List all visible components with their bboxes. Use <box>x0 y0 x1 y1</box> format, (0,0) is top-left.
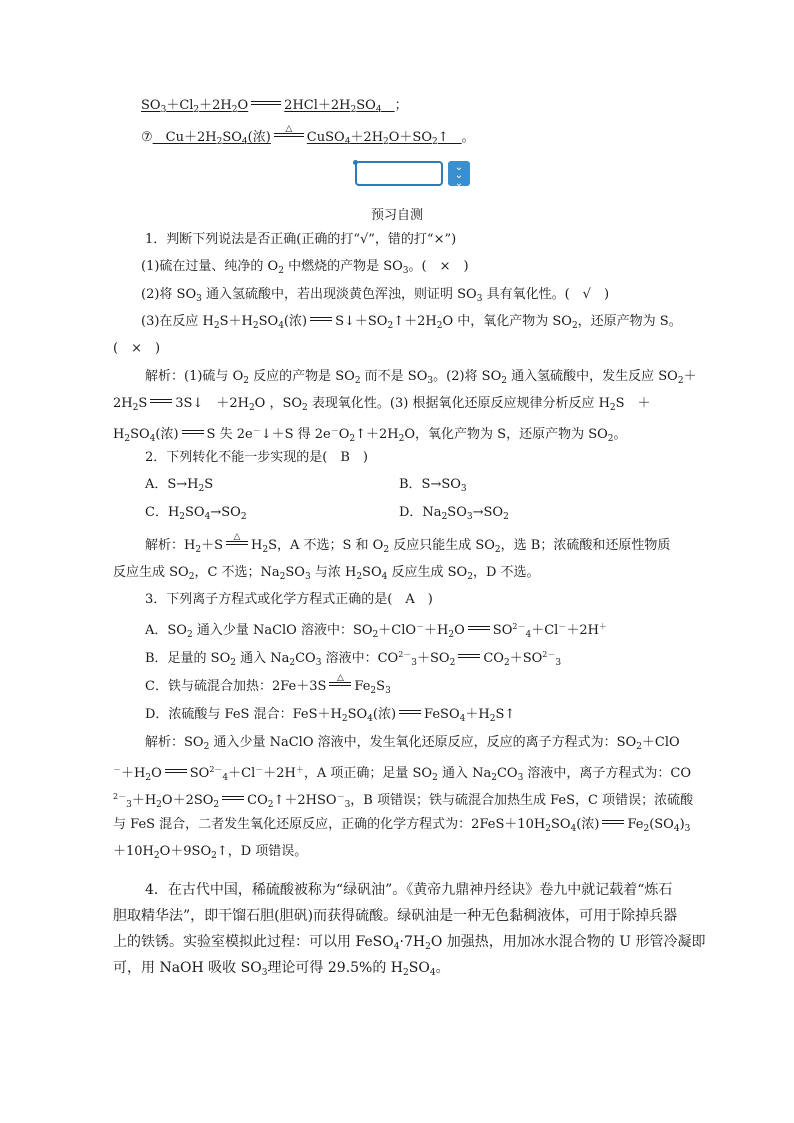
q1-analysis-line-1: 解析：(1)硫与 $O_2$ 反应的产物是 $SO_2$ 而不是 $SO_3$。(2)将 $SO_2$ 通入氢硫酸中，发生反应 $SO_2+$ <box>145 369 697 386</box>
q3-option-b: B．足量的 $SO_2$ 通入 $Na_2CO_3$ 溶液中：$CO^{2-}_3+SO_2$ $CO_2+SO^{2-}_3$ <box>145 650 562 668</box>
q1-item-1: (1)硫在过量、纯净的 $O_2$ 中燃烧的产物是 $SO_3$。( × ) <box>141 259 469 276</box>
q4-line-3: 上的铁锈。实验室模拟此过程：可以用 $FeSO_4\cdot 7H_2O$ 加强热，用加冰水混合物的 U 形管冷凝即 <box>113 934 706 952</box>
q3-stem: 3．下列离子方程式或化学方程式正确的是( A ) <box>145 592 433 607</box>
section-banner <box>355 161 443 186</box>
q4-line-4: 可，用 NaOH 吸收 $SO_3$理论可得 29.5%的 $H_2SO_4$。 <box>113 960 450 978</box>
q1-analysis-line-3: $H_2SO_4$(浓) S 失 2e－↓＋S 得 $2e^-O_2↑+2H_2O$，氧化产物为 S，还原产物为 $SO_2$。 <box>113 426 627 444</box>
q3-option-d: D．浓硫酸与 FeS 混合：$FeS+H_2SO_4$(浓) $FeSO_4+H_2S↑$ <box>145 707 516 724</box>
q3-analysis-line-3: $^{2-}_3+H_2O+2SO_2$ $CO_2↑+2HSO^-_3$，B 项错误；铁与硫混合加热生成 FeS，C 项错误；浓硫酸 <box>113 792 694 810</box>
q1-stem: 1．判断下列说法是否正确(正确的打“√”，错的打“×”) <box>145 232 457 247</box>
q3-analysis-line-2: $^-+H_2O$ $SO^{2-}_4+Cl^-+2H^+$，A 项正确；足量 $SO_2$ 通入 $Na_2CO_3$ 溶液中，离子方程式为：CO <box>113 765 692 783</box>
section-title: 预习自测 <box>370 208 423 223</box>
q3-option-a: A．$SO_2$ 通入少量 NaClO 溶液中：$SO_2+ClO^-+H_2O$ $SO^{2-}_4+Cl^-+2H^+$ <box>145 622 607 640</box>
q3-analysis-line-4: 与 FeS 混合，二者发生氧化还原反应，正确的化学方程式为：$2FeS+10H_2SO_4$(浓) $Fe_2(SO_4)_3$ <box>113 817 691 834</box>
q2-option-c: C．$H_2SO_4\to SO_2$ <box>145 505 247 522</box>
q4-line-1: 4．在古代中国，稀硫酸被称为“绿矾油”。《黄帝九鼎神丹经诀》卷九中就记载着“炼石 <box>145 882 673 898</box>
q1-item-3: (3)在反应 $H_2S+H_2SO_4$(浓) $S↓+SO_2↑+2H_2O$ 中，氧化产物为 $SO_2$，还原产物为 S。 <box>141 314 682 331</box>
q2-option-d: D．$Na_2SO_3\to SO_2$ <box>399 505 509 522</box>
q2-analysis-line-2: 反应生成 $SO_2$，C 不选；$Na_2SO_3$ 与浓 $H_2SO_4$ 反应生成 $SO_2$，D 不选。 <box>113 565 540 582</box>
double-chevron-down-icon: ⌄ ⌄ ⌄ <box>448 161 470 186</box>
q1-item-3-answer: ( × ) <box>113 341 161 356</box>
reaction-line-6: $SO_3+Cl_2+2H_2O$ $2HCl+2H_2SO_4$ ； <box>141 98 408 115</box>
q4-line-2: 胆取精华法”，即干馏石胆(胆矾)而获得硫酸。绿矾油是一种无色黏稠液体，可用于除掉兵器 <box>113 908 678 924</box>
q2-analysis-line-1: 解析：$H_2+S$ △ $H_2S$，A 不选；S 和 $O_2$ 反应只能生成 $SO_2$，选 B；浓硫酸和还原性物质 <box>145 532 671 555</box>
q2-stem: 2．下列转化不能一步实现的是( B ) <box>145 450 368 465</box>
q1-analysis-line-2: $2H_2S$ 3S↓ $+2H_2O$ ，$SO_2$ 表现氧化性。(3) 根据氧化还原反应规律分析反应 $H_2S$ ＋ <box>113 396 651 413</box>
reaction-line-7: ⑦ $Cu+2H_2SO_4$(浓) △ $CuSO_4+2H_2O+SO_2↑$ 。 <box>141 124 475 147</box>
q2-option-a: A．$S\to H_2S$ <box>145 477 214 494</box>
q3-analysis-line-5: $+10H_2O+9SO_2↑$，D 项错误。 <box>113 844 308 861</box>
q3-analysis-line-1: 解析：$SO_2$ 通入少量 NaClO 溶液中，发生氧化还原反应，反应的离子方程式为：$SO_2+ClO$ <box>145 735 680 752</box>
q1-item-2: (2)将 $SO_3$ 通入氢硫酸中，若出现淡黄色浑浊，则证明 $SO_3$ 具有氧化性。( √ ) <box>141 287 610 304</box>
q2-option-b: B．$S\to SO_3$ <box>399 477 467 494</box>
q3-option-c: C．铁与硫混合加热：2Fe＋3S △ $Fe_2S_3$ <box>145 673 391 696</box>
